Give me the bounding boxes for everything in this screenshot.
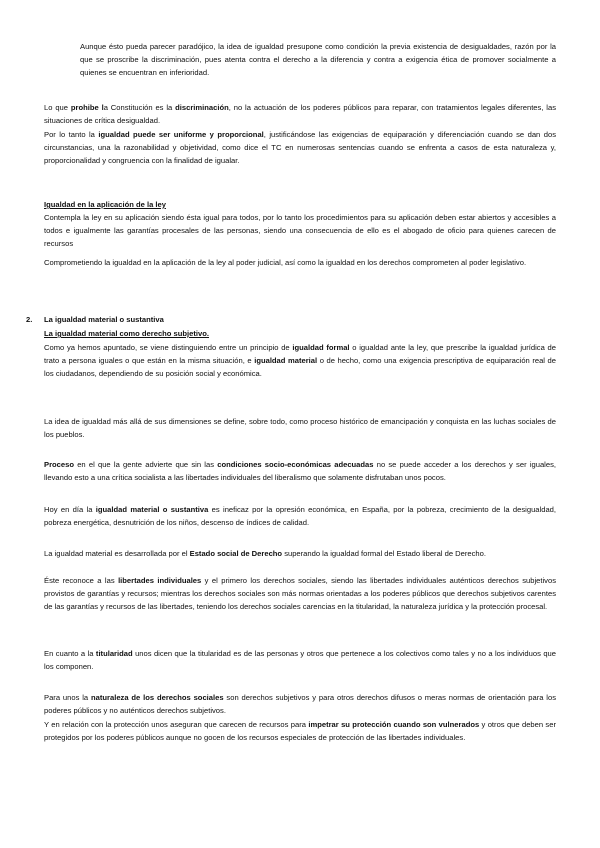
paragraph-titularidad: En cuanto a la titularidad unos dicen que la titularidad es de las personas y otros que pertenece a los colectivos como tales y no a los individuos que los componen.	[44, 649, 556, 671]
paragraph-aplicacion-ley: Contempla la ley en su aplicación siendo ésta igual para todos, por lo tanto los procedimientos para su aplicación deben estar abiertos y accesibles a todos e igualmente las garantías procesales de las personas, siendo una consecuencia de ello es el abogado de oficio para quienes carecen de recursos	[44, 213, 556, 248]
paragraph-proceso: Proceso en el que la gente advierte que sin las condiciones socio-económicas adecuadas no se puede acceder a los derechos y ser iguales, llevando esto a una crítica socialista a las libertades individuales del liberalismo que solamente disfrutaban unos pocos.	[44, 460, 557, 482]
section-number: 2.	[26, 315, 33, 324]
paragraph-estado-social: La igualdad material es desarrollada por el Estado social de Derecho superando la igualdad formal del Estado liberal de Derecho.	[44, 549, 486, 558]
paragraph-proteccion: Y en relación con la protección unos aseguran que carecen de recursos para impetrar su protección cuando son vulnerados y otros que deben ser protegidos por los poderes públicos aunque no gocen de los recursos especiales de protección de las libertades individuales.	[44, 720, 556, 742]
paragraph-igualdad-formal-material: Como ya hemos apuntado, se viene distinguiendo entre un principio de igualdad formal o igualdad ante la ley, que prescribe la igualdad jurídica de trato a persona iguales o que están en la misma situación, e igualdad material o de hecho, como una exigencia prescriptiva de equiparación real de los ciudadanos, dependiendo de su posición social y económica.	[44, 343, 556, 378]
paragraph-naturaleza: Para unos la naturaleza de los derechos sociales son derechos subjetivos y para otros derechos difusos o meras normas de orientación para los poderes públicos y no auténticos derechos subjetivos.	[44, 693, 557, 715]
section-title-aplicacion-ley: Igualdad en la aplicación de la ley	[44, 200, 166, 209]
section-title-igualdad-material: La igualdad material o sustantiva	[44, 315, 164, 324]
paragraph-proceso-historico: La idea de igualdad más allá de sus dimensiones se define, sobre todo, como proceso histórico de emancipación y conquista en las luchas sociales de los pueblos.	[44, 417, 556, 439]
paragraph-prohibe: Lo que prohibe la Constitución es la discriminación, no la actuación de los poderes públicos para reparar, con tratamientos legales diferentes, las situaciones de crítica desigualdad.	[44, 103, 557, 125]
paragraph-igualdad-uniforme: Por lo tanto la igualdad puede ser uniforme y proporcional, justificándose las exigencias de equiparación y diferenciación cuando se dan dos circunstancias, una la razonabilidad y objetividad, como dice el TC en numerosas sentencias cuando se enfrenta a casos de esta naturaleza y, proporcionalidad y congruencia con la finalidad de igualar.	[44, 130, 556, 165]
paragraph-libertades: Éste reconoce a las libertades individuales y el primero los derechos sociales, siendo las libertades individuales auténticos derechos subjetivos provistos de garantías y recursos; mientras los derechos sociales son más normas orientadas a los poderes públicos que derechos subjetivos carentes de las garantías y recursos de las libertades, teniendo los derechos sociales carencias en la titularidad, la naturaleza jurídica y la protección procesal.	[44, 576, 556, 611]
paragraph-hoy-en-dia: Hoy en día la igualdad material o sustantiva es ineficaz por la opresión económica, en España, por la pobreza, crecimiento de la desigualdad, pobreza energética, desnutrición de los niños, descenso de índices de calidad.	[44, 505, 556, 527]
section-subtitle-derecho-subjetivo: La igualdad material como derecho subjetivo.	[44, 329, 209, 338]
paragraph-compromiso: Comprometiendo la igualdad en la aplicación de la ley al poder judicial, así como la igualdad en los derechos comprometen al poder legislativo.	[44, 258, 527, 267]
intro-quote: Aunque ésto pueda parecer paradójico, la idea de igualdad presupone como condición la previa existencia de desigualdades, razón por la que se proscribe la discriminación, pues atenta contra el derecho a la diferencia y contra a exigencia ética de promover socialmente a quienes se encuentran en inferioridad.	[80, 42, 556, 77]
